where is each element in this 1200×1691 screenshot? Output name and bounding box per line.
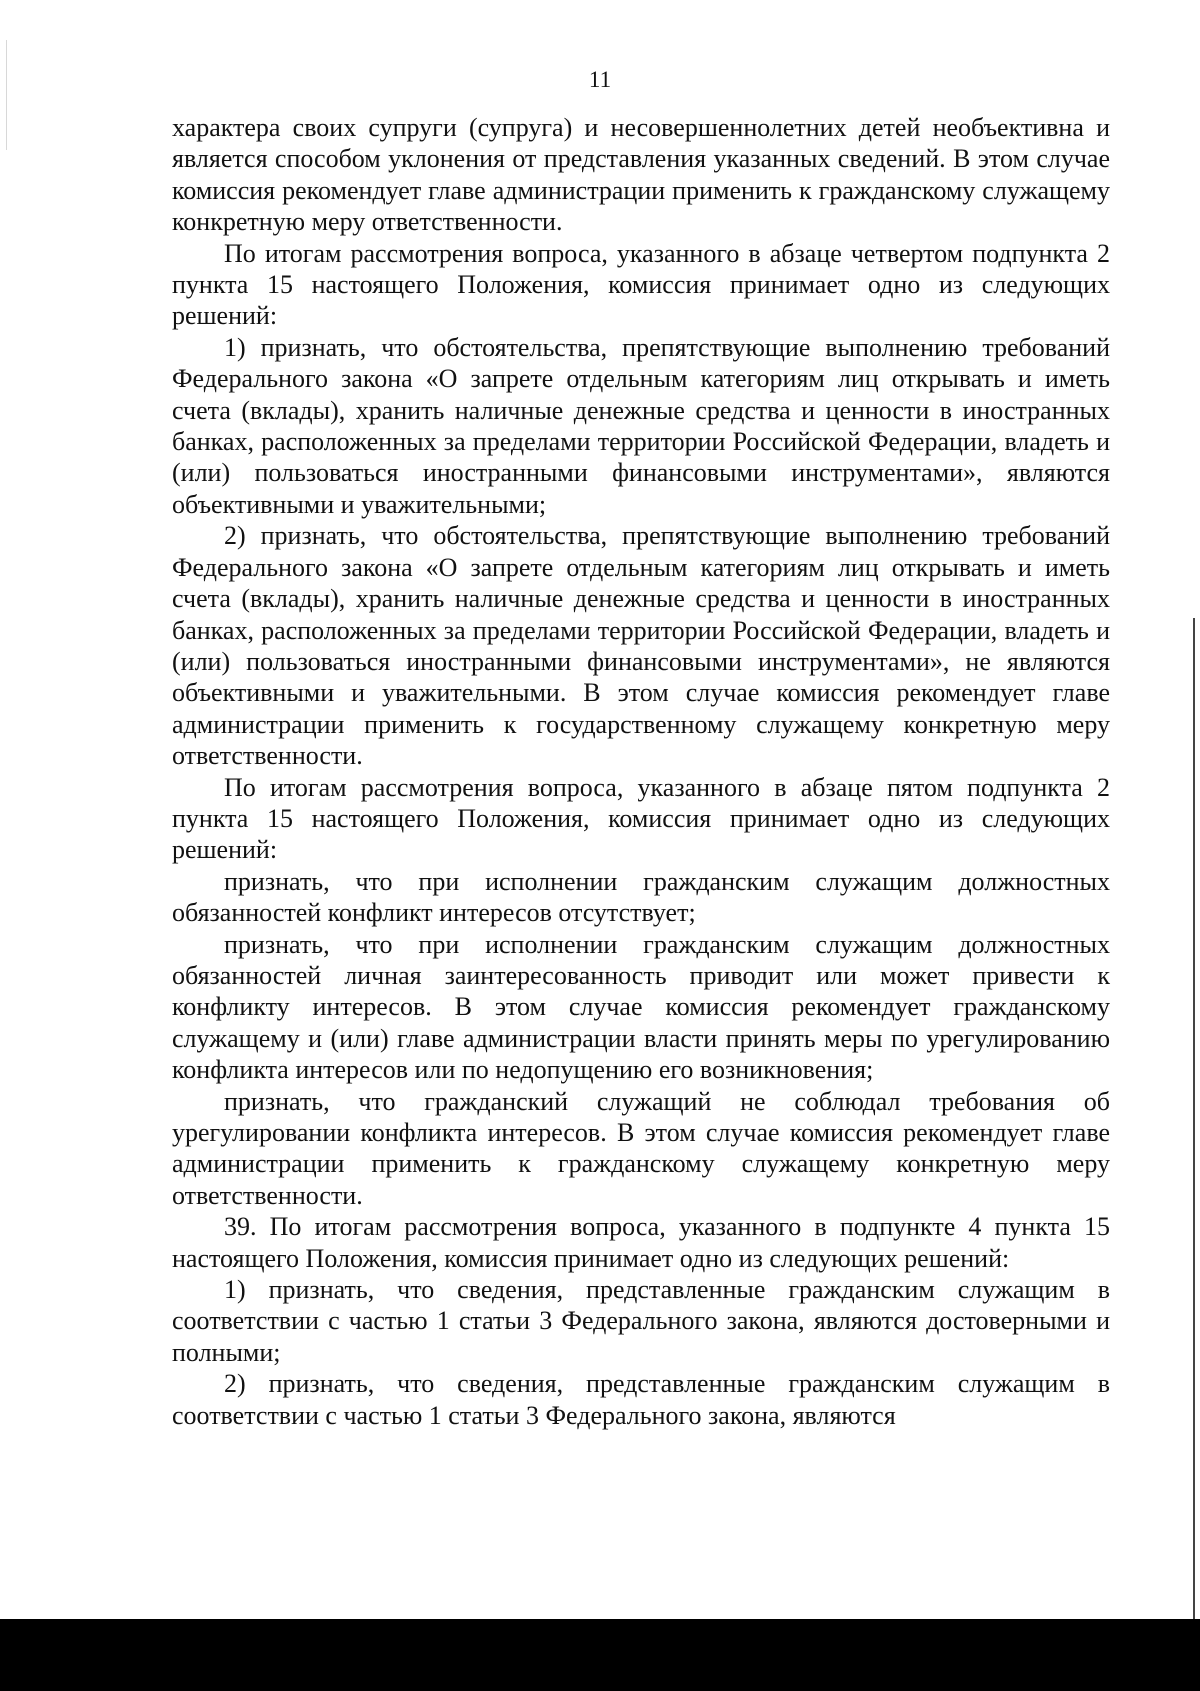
paragraph-continuation: характера своих супруги (супруга) и несовершеннолетних детей необъективна и является способом уклонения от представления указанных сведений. В этом случае комиссия рекомендует главе администрации применить к гражданскому служащему конкретную меру ответственности. (172, 113, 1110, 237)
paragraph-fifth-abzac-decisions: По итогам рассмотрения вопроса, указанного в абзаце пятом подпункта 2 пункта 15 настоящего Положения, комиссия принимает одно из следующих решений: (172, 772, 1110, 865)
decision-no-conflict: признать, что при исполнении гражданским служащим должностных обязанностей конфликт интересов отсутствует; (172, 866, 1110, 928)
paragraph-fourth-abzac-decisions: По итогам рассмотрения вопроса, указанного в абзаце четвертом подпункта 2 пункта 15 настоящего Положения, комиссия принимает одно из следующих решений: (172, 238, 1110, 331)
document-body (172, 112, 1110, 1431)
decision-item-2: 2) признать, что обстоятельства, препятствующие выполнению требований Федерального закона «О запрете отдельным категориям лиц открывать и иметь счета (вклады), хранить наличные денежные средства и ценности в иностранных банках, расположенных за пределами территории Российской Федерации, владеть и (или) пользоваться иностранными финансовыми инструментами», не являются объективными и уважительными. В этом случае комиссия рекомендует главе администрации применить к государственному служащему конкретную меру ответственности. (172, 521, 1110, 771)
section-39-item-2: 2) признать, что сведения, представленные гражданским служащим в соответствии с частью 1 статьи 3 Федерального закона, являются (172, 1369, 1110, 1430)
decision-not-complied: признать, что гражданский служащий не соблюдал требования об урегулировании конфликта интересов. В этом случае комиссия рекомендует главе администрации применить к гражданскому служащему конкретную меру ответственности. (172, 1086, 1110, 1210)
section-39-intro: 39. По итогам рассмотрения вопроса, указанного в подпункте 4 пункта 15 настоящего Положения, комиссия принимает одно из следующих решений: (172, 1212, 1110, 1273)
scan-bottom-band (0, 1619, 1200, 1691)
decision-conflict-possible: признать, что при исполнении гражданским служащим должностных обязанностей личная заинтересованность приводит или может привести к конфликту интересов. В этом случае комиссия рекомендует гражданскому служащему и (или) главе администрации власти принять меры по урегулированию конфликта интересов или по недопущению его возникновения; (172, 929, 1110, 1085)
scan-left-edge (6, 40, 7, 150)
decision-item-1: 1) признать, что обстоятельства, препятствующие выполнению требований Федерального закона «О запрете отдельным категориям лиц открывать и иметь счета (вклады), хранить наличные денежные средства и ценности в иностранных банках, расположенных за пределами территории Российской Федерации, владеть и (или) пользоваться иностранными финансовыми инструментами», являются объективными и уважительными; (172, 332, 1110, 519)
scan-right-edge (1193, 618, 1195, 1625)
page-number: 11 (588, 67, 612, 92)
section-39-item-1: 1) признать, что сведения, представленные гражданским служащим в соответствии с частью 1 статьи 3 Федерального закона, являются достоверными и полными; (172, 1275, 1110, 1367)
